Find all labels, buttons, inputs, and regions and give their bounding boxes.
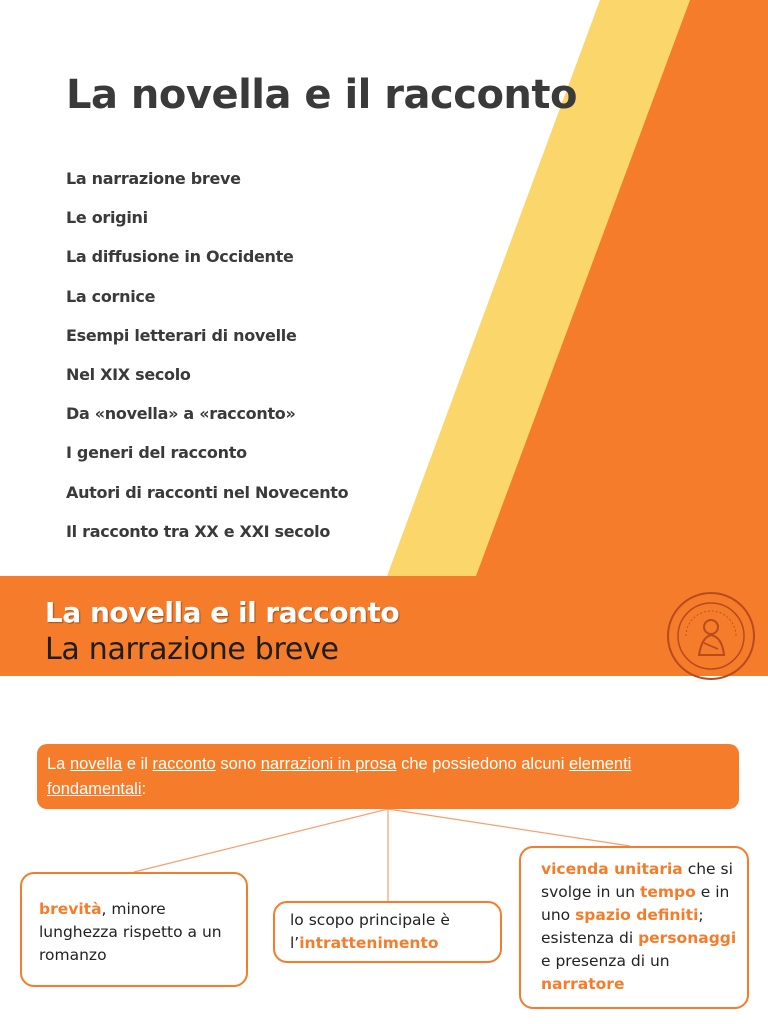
element-box-purpose [273, 901, 502, 963]
text-span: ; esistenza di [541, 906, 704, 947]
toc-item[interactable]: La cornice [66, 286, 156, 306]
text-span: e presenza di un [541, 952, 670, 970]
toc-item[interactable]: Da «novella» a «racconto» [66, 404, 296, 424]
toc-item[interactable]: Nel XIX secolo [66, 364, 191, 384]
text-span: che possiedono alcuni [396, 755, 569, 773]
text-span: La [47, 755, 70, 773]
text-span: : [141, 780, 147, 798]
banner-heading: La novella e il racconto [45, 596, 400, 629]
toc-item[interactable]: Autori di racconti nel Novecento [66, 482, 349, 502]
element-box-brevity [20, 872, 248, 987]
connector-line [134, 809, 388, 872]
toc-item[interactable]: La narrazione breve [66, 169, 241, 188]
keyword: racconto [152, 755, 216, 773]
toc-item[interactable]: La diffusione in Occidente [66, 247, 294, 267]
toc-item[interactable]: I generi del racconto [66, 443, 247, 463]
text-span: e il [122, 755, 153, 773]
toc-item[interactable]: Le origini [66, 208, 148, 228]
text-span: che si svolge in un [541, 860, 733, 901]
keyword: novella [69, 755, 123, 773]
keyword: narratore [541, 975, 625, 993]
keyword: narrazioni in prosa [260, 755, 397, 773]
keyword: personaggi [638, 929, 737, 947]
keyword: vicenda unitaria [541, 860, 683, 878]
text-span: , minore lunghezza rispetto a un romanzo [39, 900, 222, 964]
text-span: sono [215, 755, 261, 773]
keyword: brevità [39, 900, 102, 918]
keyword: intrattenimento [299, 934, 439, 952]
toc-item[interactable]: Il racconto tra XX e XXI secolo [66, 521, 331, 541]
keyword: elementi fondamentali [47, 755, 632, 798]
text-span: lo scopo principale è l’ [290, 911, 450, 952]
text-span: e in uno [541, 883, 730, 924]
element-box-plot [519, 846, 749, 1009]
intro-statement-box [37, 744, 739, 809]
toc-item[interactable]: Esempi letterari di novelle [66, 325, 297, 345]
keyword: spazio definiti [575, 906, 699, 924]
connector-line [388, 809, 630, 846]
keyword: tempo [639, 883, 696, 901]
slide-title-heading: La novella e il racconto [66, 72, 578, 118]
banner-subheading: La narrazione breve [45, 632, 339, 667]
